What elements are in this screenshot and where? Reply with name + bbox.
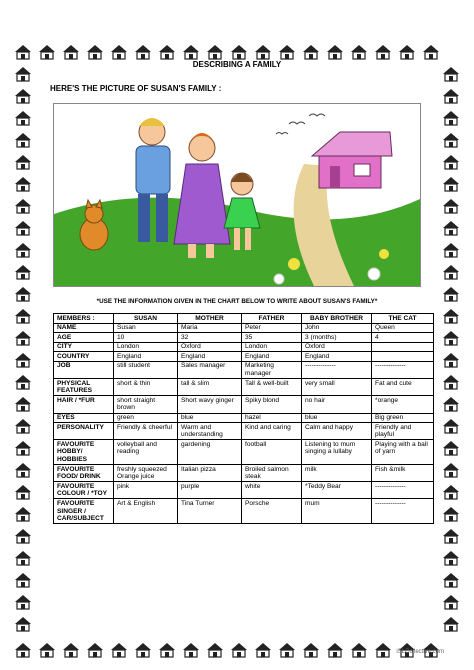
table-cell: --------------: [372, 482, 434, 499]
house-icon: [110, 642, 132, 660]
table-cell: *Teddy Bear: [302, 482, 372, 499]
table-cell: Oxford: [178, 342, 242, 352]
table-cell: Tina Turner: [178, 499, 242, 524]
column-header: FATHER: [242, 314, 302, 324]
table-cell: England: [242, 352, 302, 362]
house-icon: [442, 616, 464, 634]
row-label: FAVOURITE SINGER / CAR/SUBJECT: [54, 499, 114, 524]
row-label: FAVOURITE FOOD/ DRINK: [54, 465, 114, 482]
table-cell: Big green: [372, 413, 434, 423]
house-icon: [14, 550, 36, 568]
table-cell: Susan: [114, 323, 178, 333]
house-icon: [442, 550, 464, 568]
table-cell: London: [114, 342, 178, 352]
family-info-table: [53, 313, 434, 524]
table-cell: England: [114, 352, 178, 362]
row-label: CITY: [54, 342, 114, 352]
table-row: [54, 396, 434, 413]
house-icon: [442, 330, 464, 348]
row-label: JOB: [54, 361, 114, 378]
table-cell: short straight brown: [114, 396, 178, 413]
row-label: COUNTRY: [54, 352, 114, 362]
table-cell: Calm and happy: [302, 423, 372, 440]
table-cell: --------------: [302, 361, 372, 378]
house-icon: [14, 396, 36, 414]
table-cell: Maria: [178, 323, 242, 333]
house-icon: [442, 374, 464, 392]
table-cell: still student: [114, 361, 178, 378]
table-row: [54, 342, 434, 352]
house-icon: [14, 594, 36, 612]
table-cell: [372, 342, 434, 352]
table-cell: England: [178, 352, 242, 362]
table-cell: blue: [302, 413, 372, 423]
table-cell: purple: [178, 482, 242, 499]
house-icon: [442, 528, 464, 546]
table-cell: Queen: [372, 323, 434, 333]
column-header: BABY BROTHER: [302, 314, 372, 324]
house-icon: [14, 198, 36, 216]
column-header: MOTHER: [178, 314, 242, 324]
table-cell: Friendly and playful: [372, 423, 434, 440]
house-icon: [442, 440, 464, 458]
table-cell: Broiled salmon steak: [242, 465, 302, 482]
house-icon: [442, 264, 464, 282]
house-icon: [442, 506, 464, 524]
row-label: AGE: [54, 333, 114, 343]
table-cell: [372, 352, 434, 362]
table-cell: Fish &milk: [372, 465, 434, 482]
row-label: NAME: [54, 323, 114, 333]
house-icon: [14, 440, 36, 458]
table-row: [54, 333, 434, 343]
house-icon: [14, 308, 36, 326]
table-row: [54, 413, 434, 423]
house-icon: [302, 642, 324, 660]
table-row: [54, 352, 434, 362]
table-cell: Short wavy ginger: [178, 396, 242, 413]
table-cell: England: [302, 352, 372, 362]
table-cell: Warm and understanding: [178, 423, 242, 440]
house-icon: [278, 642, 300, 660]
house-icon: [14, 506, 36, 524]
table-cell: hazel: [242, 413, 302, 423]
table-cell: tall & slim: [178, 379, 242, 396]
table-row: [54, 423, 434, 440]
house-icon: [134, 642, 156, 660]
table-row: [54, 482, 434, 499]
house-icon: [442, 176, 464, 194]
house-icon: [182, 642, 204, 660]
table-cell: milk: [302, 465, 372, 482]
table-cell: John: [302, 323, 372, 333]
table-row: [54, 465, 434, 482]
table-cell: Marketing manager: [242, 361, 302, 378]
table-row: [54, 323, 434, 333]
house-icon: [38, 642, 60, 660]
table-cell: gardening: [178, 440, 242, 465]
table-cell: 35: [242, 333, 302, 343]
house-icon: [14, 418, 36, 436]
house-icon: [158, 642, 180, 660]
row-label: FAVOURITE HOBBY/ HOBBIES: [54, 440, 114, 465]
house-icon: [86, 642, 108, 660]
table-cell: London: [242, 342, 302, 352]
table-row: [54, 379, 434, 396]
column-header: MEMBERS :: [54, 314, 114, 324]
table-cell: football: [242, 440, 302, 465]
table-cell: 3 (months): [302, 333, 372, 343]
column-header: SUSAN: [114, 314, 178, 324]
house-icon: [14, 572, 36, 590]
house-icon: [442, 308, 464, 326]
table-cell: Oxford: [302, 342, 372, 352]
table-cell: Sales manager: [178, 361, 242, 378]
house-icon: [14, 154, 36, 172]
house-icon: [14, 132, 36, 150]
house-icon: [14, 484, 36, 502]
house-icon: [442, 220, 464, 238]
table-cell: short & thin: [114, 379, 178, 396]
family-illustration: [54, 104, 420, 286]
house-icon: [442, 88, 464, 106]
table-cell: --------------: [372, 361, 434, 378]
house-icon: [14, 642, 36, 660]
house-icon: [206, 642, 228, 660]
picture-heading: HERE'S THE PICTURE OF SUSAN'S FAMILY :: [50, 84, 222, 93]
table-row: [54, 440, 434, 465]
house-icon: [442, 594, 464, 612]
table-cell: mum: [302, 499, 372, 524]
house-icon: [442, 352, 464, 370]
house-icon: [442, 132, 464, 150]
house-icon: [14, 242, 36, 260]
house-icon: [14, 264, 36, 282]
table-cell: Listening to mum singing a lullaby: [302, 440, 372, 465]
house-icon: [350, 642, 372, 660]
house-icon: [442, 154, 464, 172]
instruction-text: *USE THE INFORMATION GIVEN IN THE CHART BELOW TO WRITE ABOUT SUSAN'S FAMILY*: [96, 298, 378, 305]
row-label: EYES: [54, 413, 114, 423]
table-cell: Playing with a ball of yarn: [372, 440, 434, 465]
house-icon: [14, 616, 36, 634]
house-icon: [14, 462, 36, 480]
house-icon: [442, 396, 464, 414]
table-cell: freshly squeezed Orange juice: [114, 465, 178, 482]
table-header-row: [54, 314, 434, 324]
table-cell: 10: [114, 333, 178, 343]
table-cell: Peter: [242, 323, 302, 333]
row-label: PHYSICAL FEATURES: [54, 379, 114, 396]
footer-watermark: iSLCollective.com: [396, 649, 444, 655]
table-cell: 4: [372, 333, 434, 343]
house-icon: [442, 462, 464, 480]
page-title: DESCRIBING A FAMILY: [192, 60, 282, 69]
family-picture: [53, 103, 421, 287]
house-icon: [14, 110, 36, 128]
table-cell: Kind and caring: [242, 423, 302, 440]
house-icon: [374, 642, 396, 660]
table-cell: Italian pizza: [178, 465, 242, 482]
house-icon: [14, 330, 36, 348]
table-cell: Spiky blond: [242, 396, 302, 413]
house-icon: [442, 484, 464, 502]
table-row: [54, 499, 434, 524]
table-cell: Art & English: [114, 499, 178, 524]
row-label: FAVOURITE COLOUR / *TOY: [54, 482, 114, 499]
house-icon: [14, 352, 36, 370]
house-icon: [14, 220, 36, 238]
table-cell: Tall & well-built: [242, 379, 302, 396]
table-cell: *orange: [372, 396, 434, 413]
house-icon: [14, 88, 36, 106]
table-cell: 32: [178, 333, 242, 343]
house-icon: [442, 418, 464, 436]
table-cell: white: [242, 482, 302, 499]
house-icon: [14, 374, 36, 392]
row-label: PERSONALITY: [54, 423, 114, 440]
house-icon: [442, 242, 464, 260]
table-cell: green: [114, 413, 178, 423]
house-icon: [62, 642, 84, 660]
house-icon: [442, 572, 464, 590]
table-cell: no hair: [302, 396, 372, 413]
house-icon: [254, 642, 276, 660]
house-icon: [326, 642, 348, 660]
table-row: [54, 361, 434, 378]
table-cell: Porsche: [242, 499, 302, 524]
table-cell: pink: [114, 482, 178, 499]
table-cell: Fat and cute: [372, 379, 434, 396]
house-icon: [14, 528, 36, 546]
column-header: THE CAT: [372, 314, 434, 324]
table-cell: Friendly & cheerful: [114, 423, 178, 440]
row-label: HAIR / *FUR: [54, 396, 114, 413]
house-icon: [14, 176, 36, 194]
house-icon: [442, 198, 464, 216]
house-icon: [230, 642, 252, 660]
table-cell: volleyball and reading: [114, 440, 178, 465]
house-icon: [442, 110, 464, 128]
table-cell: very small: [302, 379, 372, 396]
table-cell: blue: [178, 413, 242, 423]
table-cell: --------------: [372, 499, 434, 524]
